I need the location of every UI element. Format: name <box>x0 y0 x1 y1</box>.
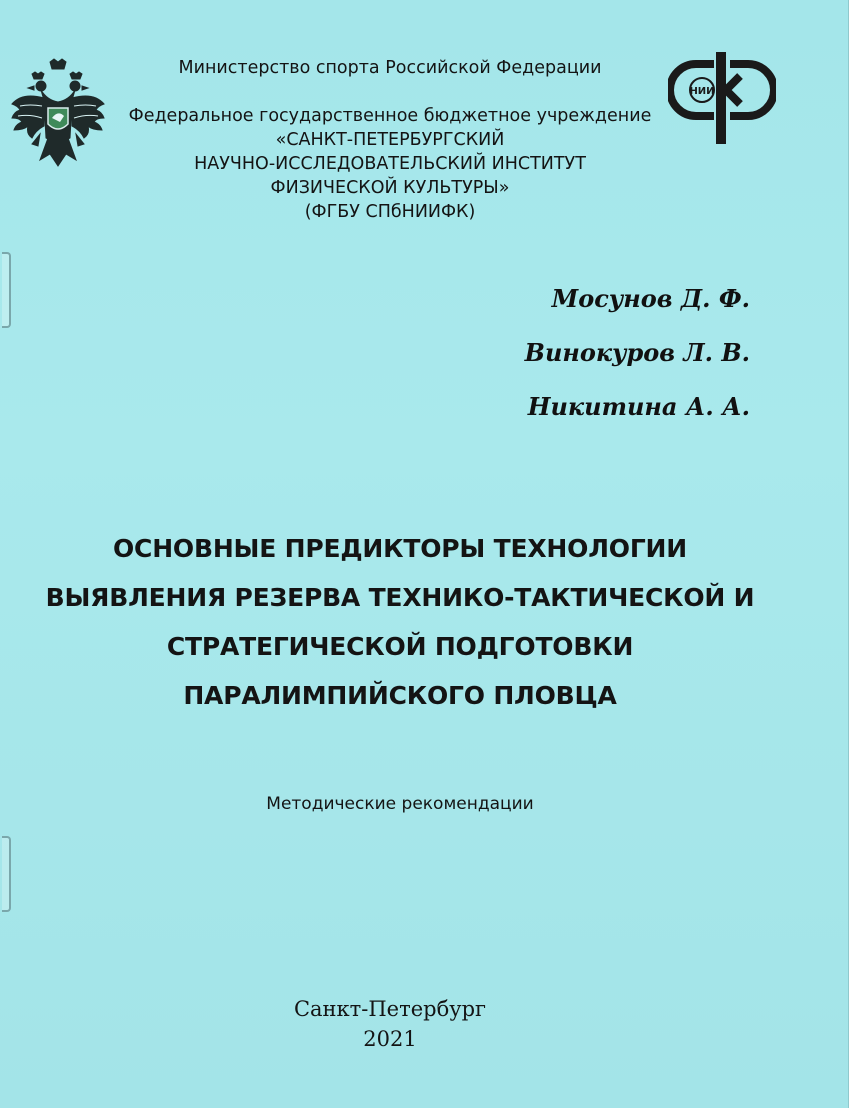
publication-city: Санкт-Петербург <box>293 997 487 1021</box>
institution-block <box>110 104 670 224</box>
institute-logo-icon <box>668 50 776 146</box>
staple-bottom <box>2 836 11 912</box>
ministry-name: Министерство спорта Российской Федерации <box>178 58 602 78</box>
author-name: Винокуров Л. В. <box>524 338 750 367</box>
author-name: Мосунов Д. Ф. <box>551 284 750 313</box>
title-line: ВЫЯВЛЕНИЯ РЕЗЕРВА ТЕХНИКО-ТАКТИЧЕСКОЙ И <box>45 583 755 612</box>
staple-top <box>2 252 11 328</box>
title-line: ОСНОВНЫЕ ПРЕДИКТОРЫ ТЕХНОЛОГИИ <box>113 534 687 563</box>
title-line: СТРАТЕГИЧЕСКОЙ ПОДГОТОВКИ <box>166 632 634 661</box>
document-title <box>20 524 780 720</box>
institution-line: Федеральное государственное бюджетное учреждение <box>128 106 652 126</box>
institution-line: ФИЗИЧЕСКОЙ КУЛЬТУРЫ» <box>270 178 510 198</box>
logo-text: НИИ <box>689 86 715 97</box>
institution-line: НАУЧНО-ИССЛЕДОВАТЕЛЬСКИЙ ИНСТИТУТ <box>194 154 586 174</box>
double-headed-eagle-icon <box>10 58 106 176</box>
institution-abbreviation: (ФГБУ СПбНИИФК) <box>304 202 476 222</box>
author-name: Никитина А. А. <box>527 392 750 421</box>
document-type: Методические рекомендации <box>266 794 534 814</box>
publication-year: 2021 <box>363 1027 417 1051</box>
institution-line: «САНКТ-ПЕТЕРБУРГСКИЙ <box>275 130 505 150</box>
title-line: ПАРАЛИМПИЙСКОГО ПЛОВЦА <box>183 681 617 710</box>
